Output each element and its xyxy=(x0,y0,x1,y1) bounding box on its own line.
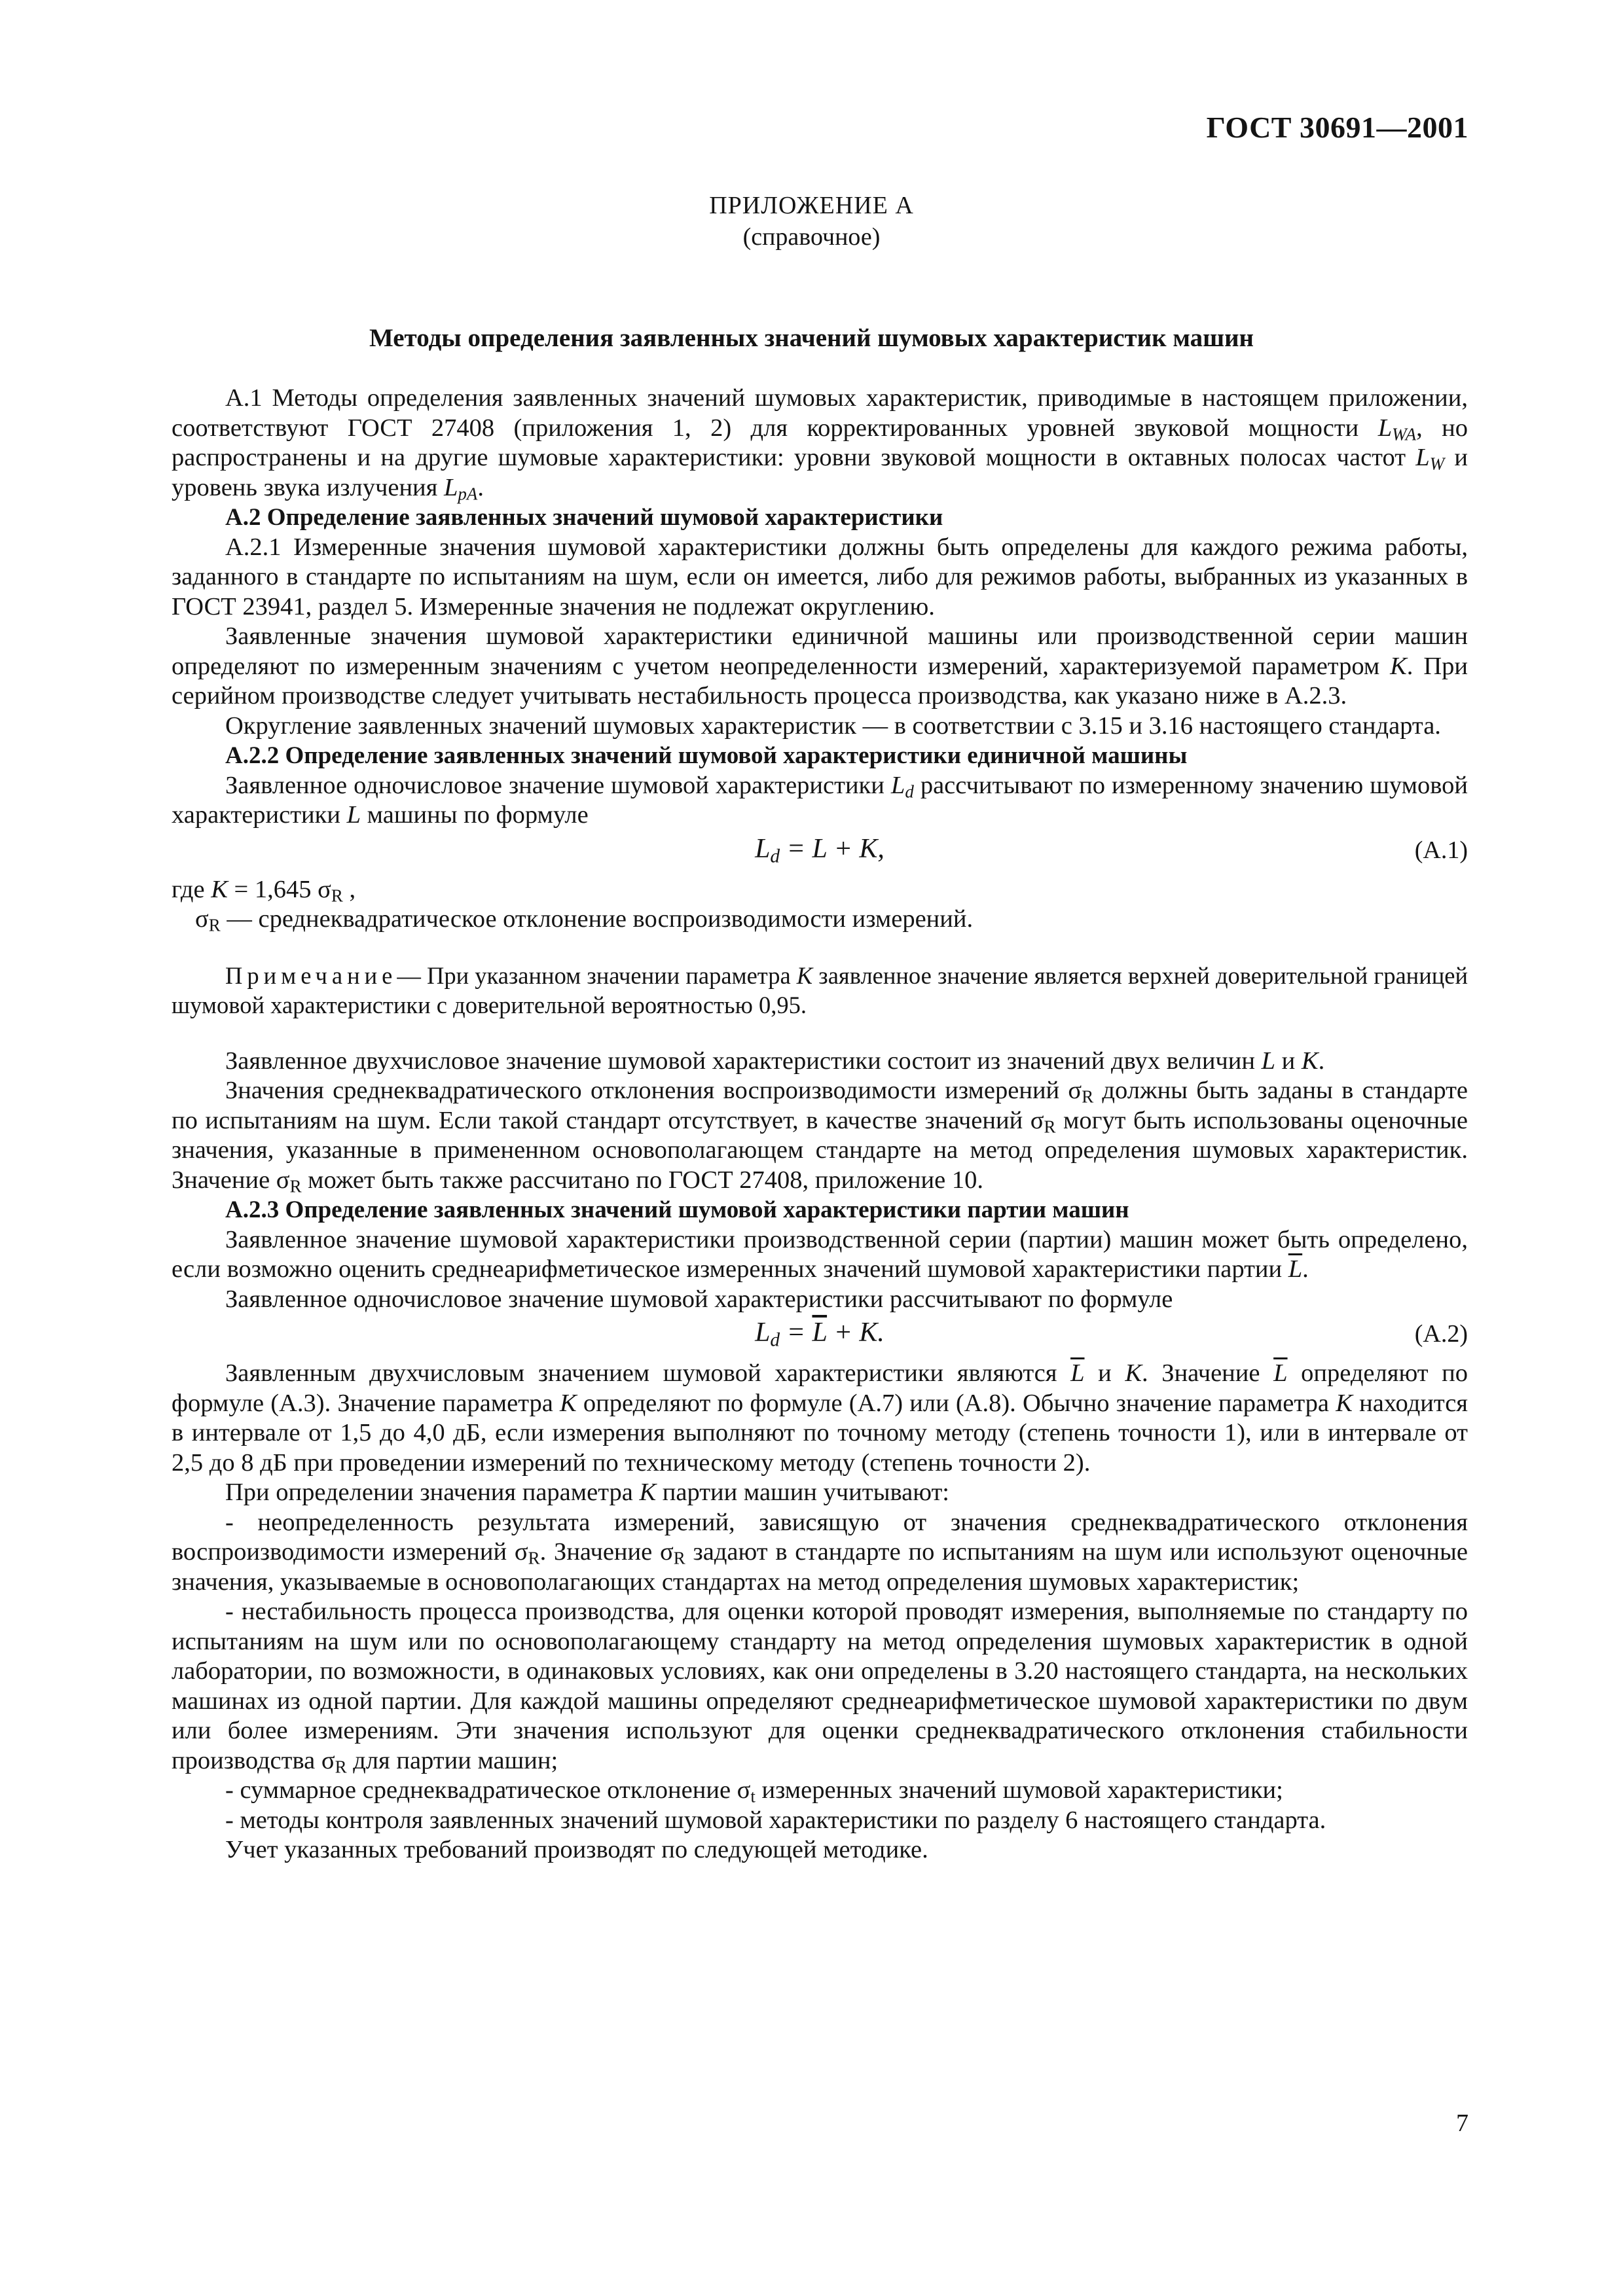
appendix-title: Методы определения заявленных значений шумовых характеристик машин xyxy=(369,324,1254,352)
paragraph-a23-two-value: Заявленным двухчисловым значением шумовой характеристики являются $\overline{L}$ и K. Значение $\overline{L}$ определяют по формуле (А.3). Значение параметра K определяют по формуле (А.7) или (А.8). Обычно значение параметра K находится в интервале от 1,5 до 4,0 дБ, если измерения выполняют по точному методу (степень точности 1), или в интервале от 2,5 до 8 дБ при проведении измерений по техническому методу (степень точности 2). xyxy=(172,1359,1468,1477)
paragraph-two-value: Заявленное двухчисловое значение шумовой характеристики состоит из значений двух величин L и K. xyxy=(225,1047,1325,1075)
formula-a1-expression: $L_d = L + K$, xyxy=(755,833,884,867)
note-label: Примечание xyxy=(225,961,397,989)
paragraph-a22: Заявленное одночисловое значение шумовой характеристики $L_d$ рассчитывают по измеренному значению шумовой характеристики L машины по формуле xyxy=(172,771,1468,829)
note: Примечание— При указанном значении параметра K заявленное значение является верхней доверительной границей шумовой характеристики с доверительной вероятностью 0,95. xyxy=(172,961,1468,1018)
paragraph-sigma-values: Значения среднеквадратического отклонения воспроизводимости измерений $\sigma_R$ должны быть заданы в стандарте по испытаниям на шум. Если такой стандарт отсутствует, в качестве значений $\sigma_R$ могут быть использованы оценочные значения, указанные в примененном основополагающем стандарте на метод определения шумовых характеристик. Значение $\sigma_R$ может быть также рассчитано по ГОСТ 27408, приложение 10. xyxy=(172,1077,1468,1196)
formula-a2 xyxy=(172,1316,1468,1354)
section-heading-a23: А.2.3 Определение заявленных значений шумовой характеристики партии машин xyxy=(225,1196,1129,1223)
paragraph-a23-factors: При определении значения параметра K партии машин учитывают: xyxy=(225,1479,949,1506)
formula-a1-where: где K = 1,645 $\sigma_R$ , xyxy=(172,875,356,906)
paragraph-a23: Заявленное значение шумовой характеристики производственной серии (партии) машин может быть определено, если возможно оценить среднеарифметическое измеренных значений шумовой характеристики партии $\overline{L}$. xyxy=(172,1225,1468,1283)
symbol-lw: $L_W$ xyxy=(1415,444,1445,474)
section-heading-a2: А.2 Определение заявленных значений шумовой характеристики xyxy=(225,504,943,531)
paragraph-a21-declared: Заявленные значения шумовой характеристики единичной машины или производственной серии машин определяют по измеренным значениям с учетом неопределенности измерений, характеризуемой параметром K. При серийном производстве следует учитывать нестабильность процесса производства, как указано ниже в А.2.3. xyxy=(172,622,1468,709)
symbol-lpa: $L_{pA}$ xyxy=(444,473,478,504)
paragraph-a1: А.1 Методы определения заявленных значений шумовых характеристик, приводимые в настоящем приложении, соответствуют ГОСТ 27408 (приложения 1, 2) для корректированных уровней звуковой мощности $L_{WA}$, но распространены и на другие шумовые характеристики: уровни звуковой мощности в октавных полосах частот $L_W$ и уровень звука излучения $L_{pA}$. xyxy=(172,384,1468,504)
paragraph-final: Учет указанных требований производят по следующей методике. xyxy=(225,1836,928,1863)
paragraph-a21: А.2.1 Измеренные значения шумовой характеристики должны быть определены для каждого режима работы, заданного в стандарте по испытаниям на шум, если он имеется, либо для режимов работы, выбранных из указанных в ГОСТ 23941, раздел 5. Измеренные значения не подлежат округлению. xyxy=(172,533,1468,620)
sigma-definition: $\sigma_R$ — среднеквадратическое отклонение воспроизводимости измерений. xyxy=(195,905,974,935)
formula-a2-number: (А.2) xyxy=(1414,1320,1468,1348)
appendix-label: ПРИЛОЖЕНИЕ А xyxy=(709,192,914,219)
formula-a1-number: (А.1) xyxy=(1414,836,1468,864)
appendix-type: (справочное) xyxy=(742,223,881,251)
list-item-control-methods: - методы контроля заявленных значений шумовой характеристики по разделу 6 настоящего стандарта. xyxy=(225,1806,1326,1834)
symbol-lwa: $L_{WA}$ xyxy=(1377,414,1417,444)
list-item-total-deviation: - суммарное среднеквадратическое отклонение $\sigma_t$ измеренных значений шумовой характеристики; xyxy=(225,1776,1283,1806)
page-number: 7 xyxy=(1456,2109,1468,2137)
formula-a2-expression: $L_d = \overline{L} + K$. xyxy=(755,1318,884,1351)
paragraph-a21-rounding: Округление заявленных значений шумовых характеристик — в соответствии с 3.15 и 3.16 настоящего стандарта. xyxy=(225,711,1441,740)
list-item-uncertainty: - неопределенность результата измерений, зависящую от значения среднеквадратического отклонения воспроизводимости измерений $\sigma_R$. Значение $\sigma_R$ задают в стандарте по испытаниям на шум или используют оценочные значения, указываемые в основополагающих стандартах на метод определения шумовых характеристик; xyxy=(172,1508,1468,1596)
formula-a1 xyxy=(172,832,1468,870)
document-body xyxy=(172,384,1468,1865)
list-item-instability: - нестабильность процесса производства, для оценки которой проводят измерения, выполняемые по стандарту по испытаниям на шум или по основополагающему стандарту на метод определения шумовых характеристик в одной лаборатории, по возможности, в одинаковых условиях, как они определены в 3.20 настоящего стандарта, на нескольких машинах из одной партии. Для каждой машины определяют среднеарифметическое шумовой характеристики по двум или более измерениям. Эти значения используют для оценки среднеквадратического отклонения стабильности производства $\sigma_R$ для партии машин; xyxy=(172,1598,1468,1777)
section-heading-a22: А.2.2 Определение заявленных значений шумовой характеристики единичной машины xyxy=(225,742,1188,769)
paragraph-a23-single: Заявленное одночисловое значение шумовой характеристики рассчитывают по формуле xyxy=(225,1285,1173,1313)
document-code-header: ГОСТ 30691—2001 xyxy=(1206,111,1468,144)
